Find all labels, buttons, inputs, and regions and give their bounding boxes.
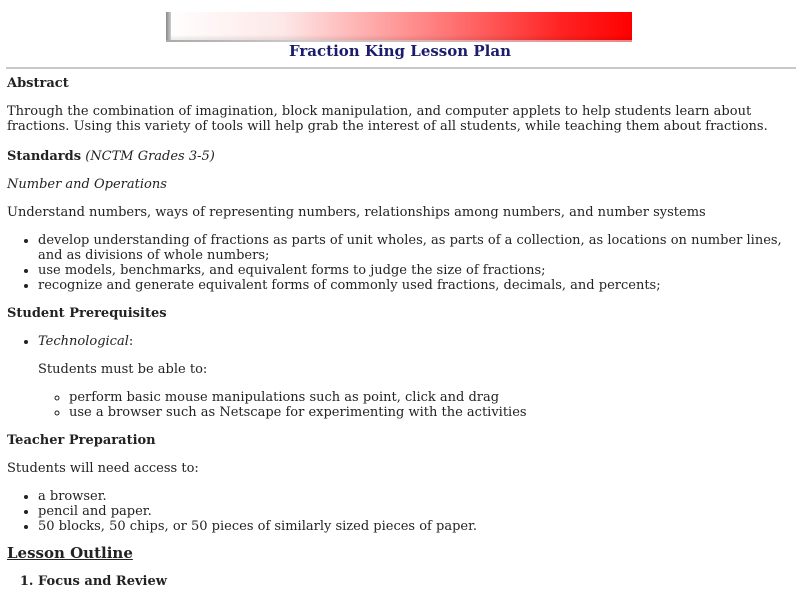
prerequisites-list xyxy=(7,334,797,420)
lesson-outline-list xyxy=(7,574,797,589)
list-item: ◦ use a browser such as Netscape for experimenting with the activities xyxy=(69,405,797,420)
standards-grades: (NCTM Grades 3-5) xyxy=(85,149,215,164)
list-item: • pencil and paper. xyxy=(38,504,797,519)
list-item: • develop understanding of fractions as parts of unit wholes, as parts of a collection, as locations on number lines, and as divisions of whole numbers; xyxy=(38,233,797,263)
list-item: ◦ perform basic mouse manipulations such as point, click and drag xyxy=(69,390,797,405)
teacher-prep-intro: Students will need access to: xyxy=(7,461,199,476)
standards-subheading: Number and Operations xyxy=(7,177,167,192)
list-item: • recognize and generate equivalent forms of commonly used fractions, decimals, and percents; xyxy=(38,278,797,293)
header-banner-image xyxy=(166,12,632,40)
abstract-text: Through the combination of imagination, block manipulation, and computer applets to help students learn about fractions. Using this variety of tools will help grab the interest of all students, while teaching them about fractions. xyxy=(7,104,768,134)
lesson-outline-heading: Lesson Outline xyxy=(7,544,133,562)
standards-heading: Standards xyxy=(7,149,82,164)
list-item: 1. Focus and Review xyxy=(38,574,797,589)
prerequisites-sublist xyxy=(38,390,797,420)
teacher-prep-heading: Teacher Preparation xyxy=(7,433,156,448)
prerequisites-intro: Students must be able to: xyxy=(38,362,208,377)
prerequisites-heading: Student Prerequisites xyxy=(7,306,167,321)
standards-heading-line xyxy=(7,149,797,164)
list-item: • a browser. xyxy=(38,489,797,504)
prerequisite-category: Technological xyxy=(38,334,129,349)
abstract-heading: Abstract xyxy=(7,76,69,91)
page-title: Fraction King Lesson Plan xyxy=(289,42,511,60)
lesson-content xyxy=(7,76,797,589)
list-item: • Technological: Students must be able to: ◦ perform basic mouse manipulations such as point, click and drag ◦ use a browser such as Netscape for experimenting with the activities xyxy=(38,334,797,420)
standards-intro: Understand numbers, ways of representing numbers, relationships among numbers, and number systems xyxy=(7,205,706,220)
standards-list xyxy=(7,233,797,293)
divider xyxy=(6,67,796,69)
list-item: • 50 blocks, 50 chips, or 50 pieces of similarly sized pieces of paper. xyxy=(38,519,797,534)
list-item: • use models, benchmarks, and equivalent forms to judge the size of fractions; xyxy=(38,263,797,278)
teacher-prep-list xyxy=(7,489,797,534)
